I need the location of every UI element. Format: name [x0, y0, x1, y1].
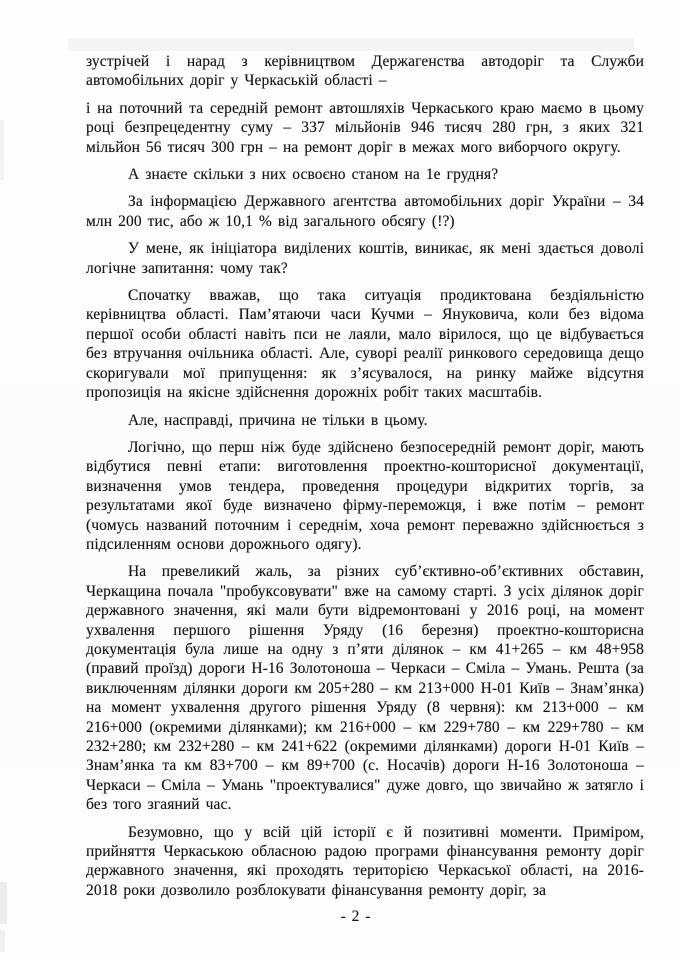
paragraph: Спочатку вважав, що така ситуація продиктована бездіяльністю керівництва області. Пам’ятаючи часи Кучми – Януковича, коли без відома першої особи області навіть пси не лаяли, мало вірилося, що це відбувається без втручання очільника області. Але, суворі реалії ринкового середовища дещо скоригували мої припущення: як з’ясувалося, на ринку майже відсутня пропозиція на якісне здійснення дорожніх робіт таких масштабів. [86, 287, 644, 402]
scan-artifact-left-edge [0, 882, 7, 924]
paragraph: На превеликий жаль, за різних суб’єктивно-об’єктивних обставин, Черкащина почала "пробуксовувати" вже на самому старті. З усіх ділянок доріг державного значення, які мали бути відремонтовані у 2016 році, на момент ухвалення першого рішення Уряду (16 березня) проектно-кошторисна документація була лише на одну з п’яти ділянок – км 41+265 – км 48+958 (правий проїзд) дороги Н-16 Золотоноша – Черкаси – Сміла – Умань. Решта (за виключенням ділянки дороги км 205+280 – км 213+000 Н-01 Київ – Знам’янка) на момент ухвалення другого рішення Уряду (8 червня): км 213+000 – км 216+000 (окремими ділянками); км 216+000 – км 229+780 – км 229+780 – км 232+280; км 232+280 – км 241+622 (окремими ділянками) дороги Н-01 Київ – Знам’янка та км 83+700 – км 89+700 (с. Носачів) дороги Н-16 Золотоноша – Черкаси – Сміла – Умань "проектувалися" дуже довго, що звичайно ж затягло і без того згаяний час. [86, 563, 644, 814]
paragraph: У мене, як ініціатора виділених коштів, виникає, як мені здається доволі логічне запитання: чому так? [86, 240, 644, 277]
paragraph: зустрічей і нарад з керівництвом Держагенства автодоріг та Служби автомобільних доріг у Черкаській області – [86, 53, 644, 90]
paragraph: Логічно, що перш ніж буде здійснено безпосередній ремонт доріг, мають відбутися певні етапи: виготовлення проектно-кошторисної документації, визначення умов тендера, проведення процедури відкритих торгів, за результатами якої буде визначено фірму-переможця, і вже потім – ремонт (чомусь названий поточним і середнім, хоча ремонт переважно здійснюється з підсиленням основи дорожнього одягу). [86, 438, 644, 553]
document-text-block [86, 52, 644, 908]
paragraph: А знаєте скільки з них освоєно станом на 1е грудня? [128, 166, 499, 184]
paragraph: Але, насправді, причина не тільки в цьому. [128, 411, 428, 429]
paragraph: і на поточний та середній ремонт автошляхів Черкаського краю маємо в цьому році безпрецедентну суму – 337 мільйонів 946 тисяч 280 грн, з яких 321 мільйон 56 тисяч 300 грн – на ремонт доріг в межах мого виборчого округу. [86, 99, 644, 156]
page-number: - 2 - [340, 908, 372, 925]
paragraph: За інформацією Державного агентства автомобільних доріг України – 34 млн 200 тис, або ж 10,1 % від загального обсягу (!?) [86, 193, 644, 230]
scan-artifact-left-edge [0, 120, 4, 180]
paragraph: Безумовно, що у всій цій історії є й позитивні моменти. Приміром, прийняття Черкаською обласною радою програми фінансування ремонту доріг державного значення, які проходять територією Черкаської області, на 2016-2018 роки дозволило розблокувати фінансування ремонту доріг, за [86, 823, 644, 899]
scan-artifact-top-band [68, 38, 634, 51]
scan-artifact-left-edge [0, 930, 5, 952]
